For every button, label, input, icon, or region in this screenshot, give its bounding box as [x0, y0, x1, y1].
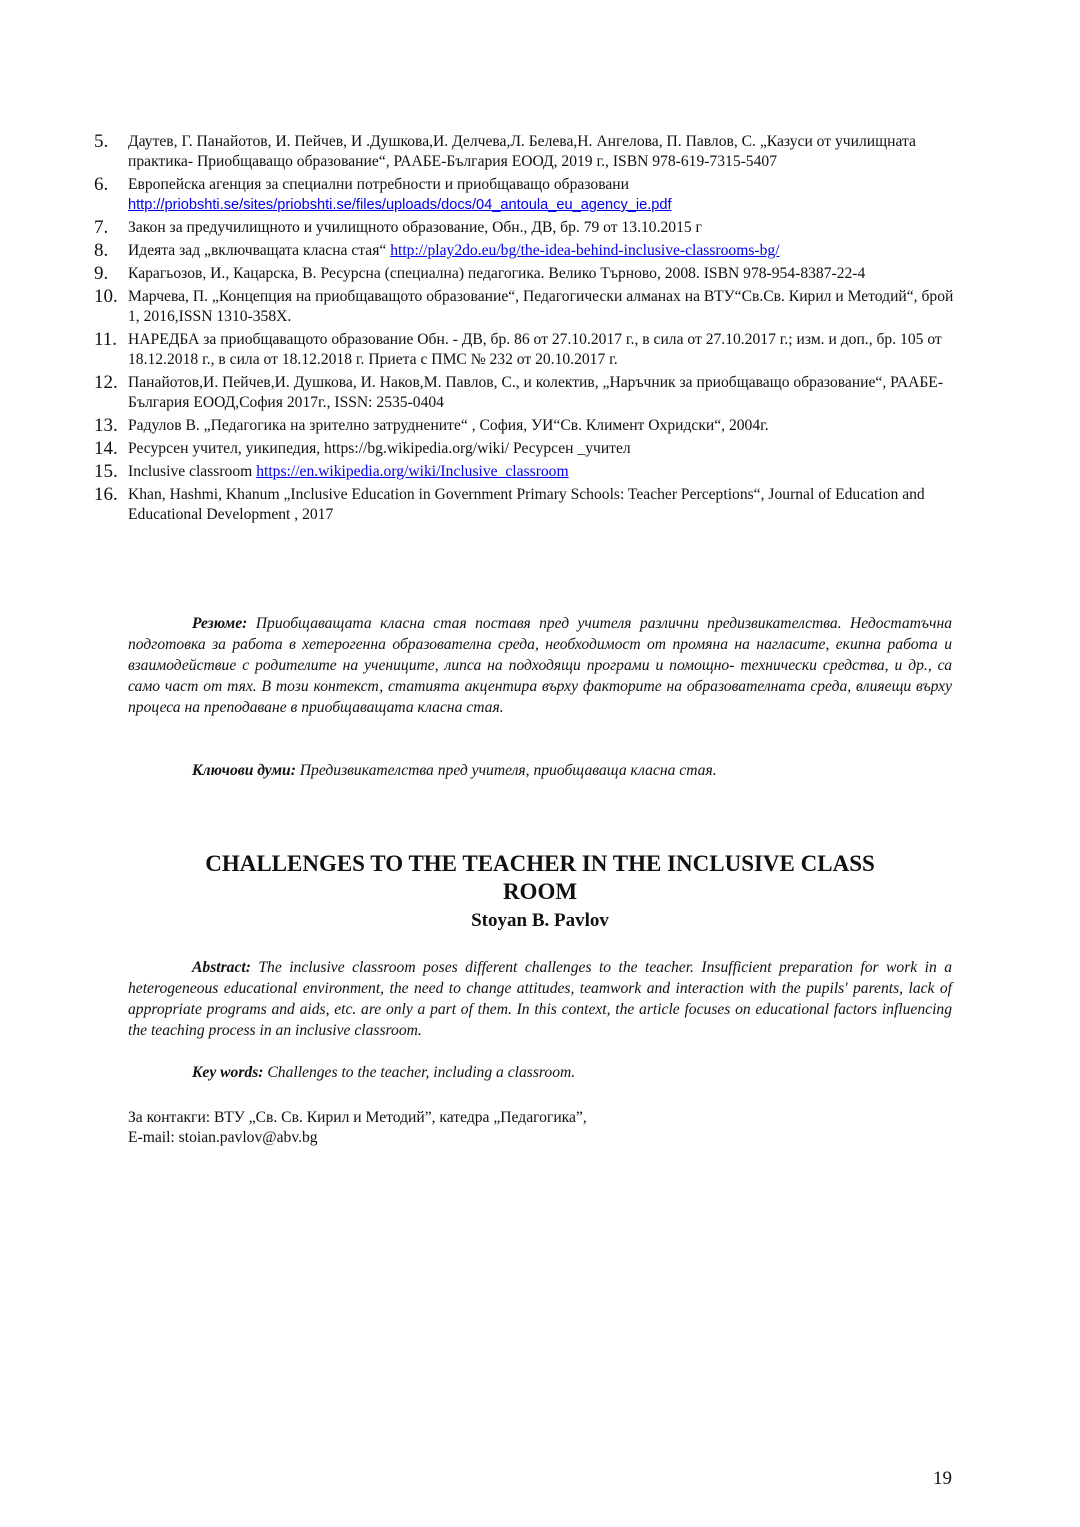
resume-label: Резюме: — [192, 615, 248, 632]
contact-line-1: За контакги: ВТУ „Св. Св. Кирил и Методий”, катедра „Педагогика”, — [128, 1109, 587, 1126]
abstract-text: The inclusive classroom poses different challenges to the teacher. Insufficient preparation for work in a heterogeneous educational environment, the need to change attitudes, teamwork and interaction with the pupils' parents, lack of appropriate programs and aids, etc. are only a part of them. In this context, the article focuses on educational factors influencing the teaching process in an inclusive classroom. — [128, 959, 952, 1039]
reference-list — [94, 132, 954, 528]
article-title — [128, 850, 952, 906]
reference-text: Ресурсен учител, уикипедия, https://bg.wikipedia.org/wiki/ Ресурсен _учител — [128, 440, 631, 457]
contact-info — [128, 1108, 587, 1148]
reference-item — [94, 287, 954, 327]
reference-item — [94, 241, 954, 261]
reference-text: Khan, Hashmi, Khanum „Inclusive Education in Government Primary Schools: Teacher Perceptions“, Journal of Education and Educational Development , 2017 — [128, 486, 925, 523]
reference-item — [94, 132, 954, 172]
contact-email: E-mail: stoian.pavlov@abv.bg — [128, 1129, 318, 1146]
keywords-bg-label: Ключови думи: — [192, 762, 296, 779]
reference-text: Радулов В. „Педагогика на зрително затруднените“ , София, УИ“Св. Климент Охридски“, 2004г. — [128, 417, 769, 434]
reference-number: 7. — [94, 217, 109, 238]
reference-number: 13. — [94, 415, 118, 436]
reference-link[interactable]: http://priobshti.se/sites/priobshti.se/files/uploads/docs/04_antoula_eu_agency_ie.pdf — [128, 197, 672, 213]
keywords-bg-paragraph — [128, 760, 952, 781]
resume-text: Приобщаващата класна стая поставя пред учителя различни предизвикателства. Недостатъчна подготовка за работа в хетерогенна образователна среда, необходимост от промяна на нагласите, екипна работа и взаимодействие с родителите на учениците, липса на подходящи програми и помощно- технически средства, и др., са само част от тях. В този контекст, статията акцентира върху факторите на образователната среда, влияещи върху процеса на преподаване в приобщаващата класна стая. — [128, 615, 952, 716]
reference-item — [94, 416, 954, 436]
reference-text: НАРЕДБА за приобщаващото образование Обн. - ДВ, бр. 86 от 27.10.2017 г., в сила от 27.10.2017 г.; изм. и доп., бр. 105 от 18.12.2018 г., в сила от 18.12.2018 г. Приета с ПМС № 232 от 20.10.2017 г. — [128, 331, 942, 368]
keywords-bg-text: Предизвикателства пред учителя, приобщаваща класна стая. — [299, 762, 717, 779]
keywords-en-paragraph — [128, 1062, 952, 1083]
reference-item — [94, 462, 954, 482]
reference-item — [94, 373, 954, 413]
reference-link[interactable]: http://play2do.eu/bg/the-idea-behind-inclusive-classrooms-bg/ — [390, 242, 780, 259]
reference-text: Европейска агенция за специални потребности и приобщаващо образовани — [128, 176, 629, 193]
reference-body — [128, 462, 954, 482]
reference-text: Марчева, П. „Концепция на приобщаващото образование“, Педагогически алманах на ВТУ“Св.Св. Кирил и Методий“, брой 1, 2016,ISSN 1310-358X. — [128, 288, 954, 325]
reference-number: 11. — [94, 329, 118, 350]
reference-link[interactable]: https://en.wikipedia.org/wiki/Inclusive_classroom — [256, 463, 569, 480]
reference-text: Панайотов,И. Пейчев,И. Душкова, И. Наков,М. Павлов, С., и колектив, „Наръчник за приобщаващо образование“, РААБЕ-България ЕООД,София 2017г., ISSN: 2535-0404 — [128, 374, 944, 411]
reference-text: Даутев, Г. Панайотов, И. Пейчев, И .Душкова,И. Делчева,Л. Белева,Н. Ангелова, П. Павлов, С. „Казуси от училищната практика- Приобщаващо образование“, РААБЕ-България ЕООД, 2019 г., ISBN 978-619-7315-5407 — [128, 133, 916, 170]
page-number: 19 — [933, 1468, 952, 1489]
reference-text: Закон за предучилищното и училищното образование, Обн., ДВ, бр. 79 от 13.10.2015 г — [128, 219, 702, 236]
reference-item — [94, 485, 954, 525]
author-name: Stoyan B. Pavlov — [471, 910, 609, 931]
reference-text: Идеята зад „включващата класна стая“ — [128, 242, 387, 259]
reference-text: Карагьозов, И., Кацарска, В. Ресурсна (специална) педагогика. Велико Търново, 2008. ISBN 978-954-8387-22-4 — [128, 265, 866, 282]
title-line-1: CHALLENGES TO THE TEACHER IN THE INCLUSIVE CLASS — [205, 851, 875, 876]
reference-number: 9. — [94, 263, 109, 284]
reference-number: 5. — [94, 131, 109, 152]
abstract-paragraph — [128, 957, 952, 1041]
keywords-en-text: Challenges to the teacher, including a classroom. — [267, 1064, 576, 1081]
reference-item — [94, 175, 954, 215]
reference-number: 16. — [94, 484, 118, 505]
reference-item — [94, 218, 954, 238]
reference-number: 14. — [94, 438, 118, 459]
abstract-label: Abstract: — [192, 959, 251, 976]
reference-body — [128, 175, 954, 215]
reference-number: 6. — [94, 174, 109, 195]
reference-number: 15. — [94, 461, 118, 482]
reference-item — [94, 439, 954, 459]
reference-item — [94, 330, 954, 370]
resume-paragraph — [128, 613, 952, 718]
reference-body — [128, 241, 954, 261]
reference-number: 10. — [94, 286, 118, 307]
reference-text: Inclusive classroom — [128, 463, 253, 480]
title-line-2: ROOM — [502, 879, 578, 904]
reference-number: 12. — [94, 372, 118, 393]
keywords-en-label: Key words: — [192, 1064, 264, 1081]
reference-number: 8. — [94, 240, 109, 261]
reference-item — [94, 264, 954, 284]
